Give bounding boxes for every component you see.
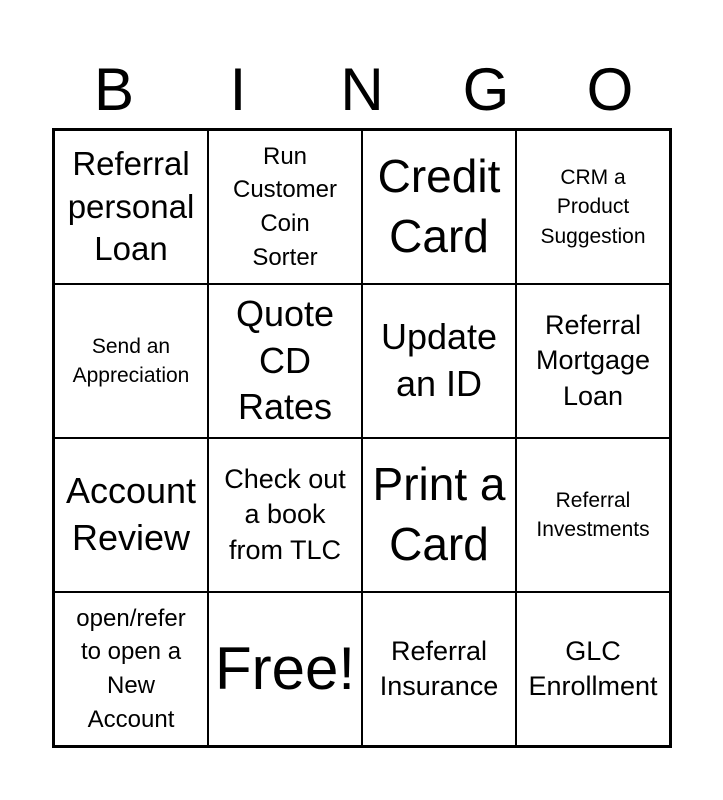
bingo-cell[interactable]: Referral Investments — [516, 438, 670, 592]
bingo-cell[interactable]: Send an Appreciation — [54, 284, 208, 438]
bingo-cell[interactable]: Print a Card — [362, 438, 516, 592]
bingo-cell[interactable]: open/refer to open a New Account — [54, 592, 208, 746]
header-letter-g: G — [462, 56, 510, 123]
bingo-cell[interactable]: GLC Enrollment — [516, 592, 670, 746]
bingo-cell[interactable]: Referral personal Loan — [54, 130, 208, 284]
header-letter-i: I — [229, 56, 247, 123]
bingo-cell[interactable]: Referral Insurance — [362, 592, 516, 746]
header-letter-n: N — [340, 56, 384, 123]
bingo-cell[interactable]: Account Review — [54, 438, 208, 592]
bingo-cell[interactable]: Quote CD Rates — [208, 284, 362, 438]
bingo-cell[interactable]: Referral Mortgage Loan — [516, 284, 670, 438]
bingo-cell[interactable]: Update an ID — [362, 284, 516, 438]
bingo-cell[interactable]: Run Customer Coin Sorter — [208, 130, 362, 284]
header-letter-b: B — [93, 56, 135, 123]
bingo-header — [52, 52, 672, 128]
bingo-board — [52, 128, 672, 748]
free-space-cell[interactable]: Free! — [208, 592, 362, 746]
bingo-cell[interactable]: CRM a Product Suggestion — [516, 130, 670, 284]
bingo-cell[interactable]: Check out a book from TLC — [208, 438, 362, 592]
bingo-cell[interactable]: Credit Card — [362, 130, 516, 284]
header-letter-o: O — [586, 56, 634, 123]
